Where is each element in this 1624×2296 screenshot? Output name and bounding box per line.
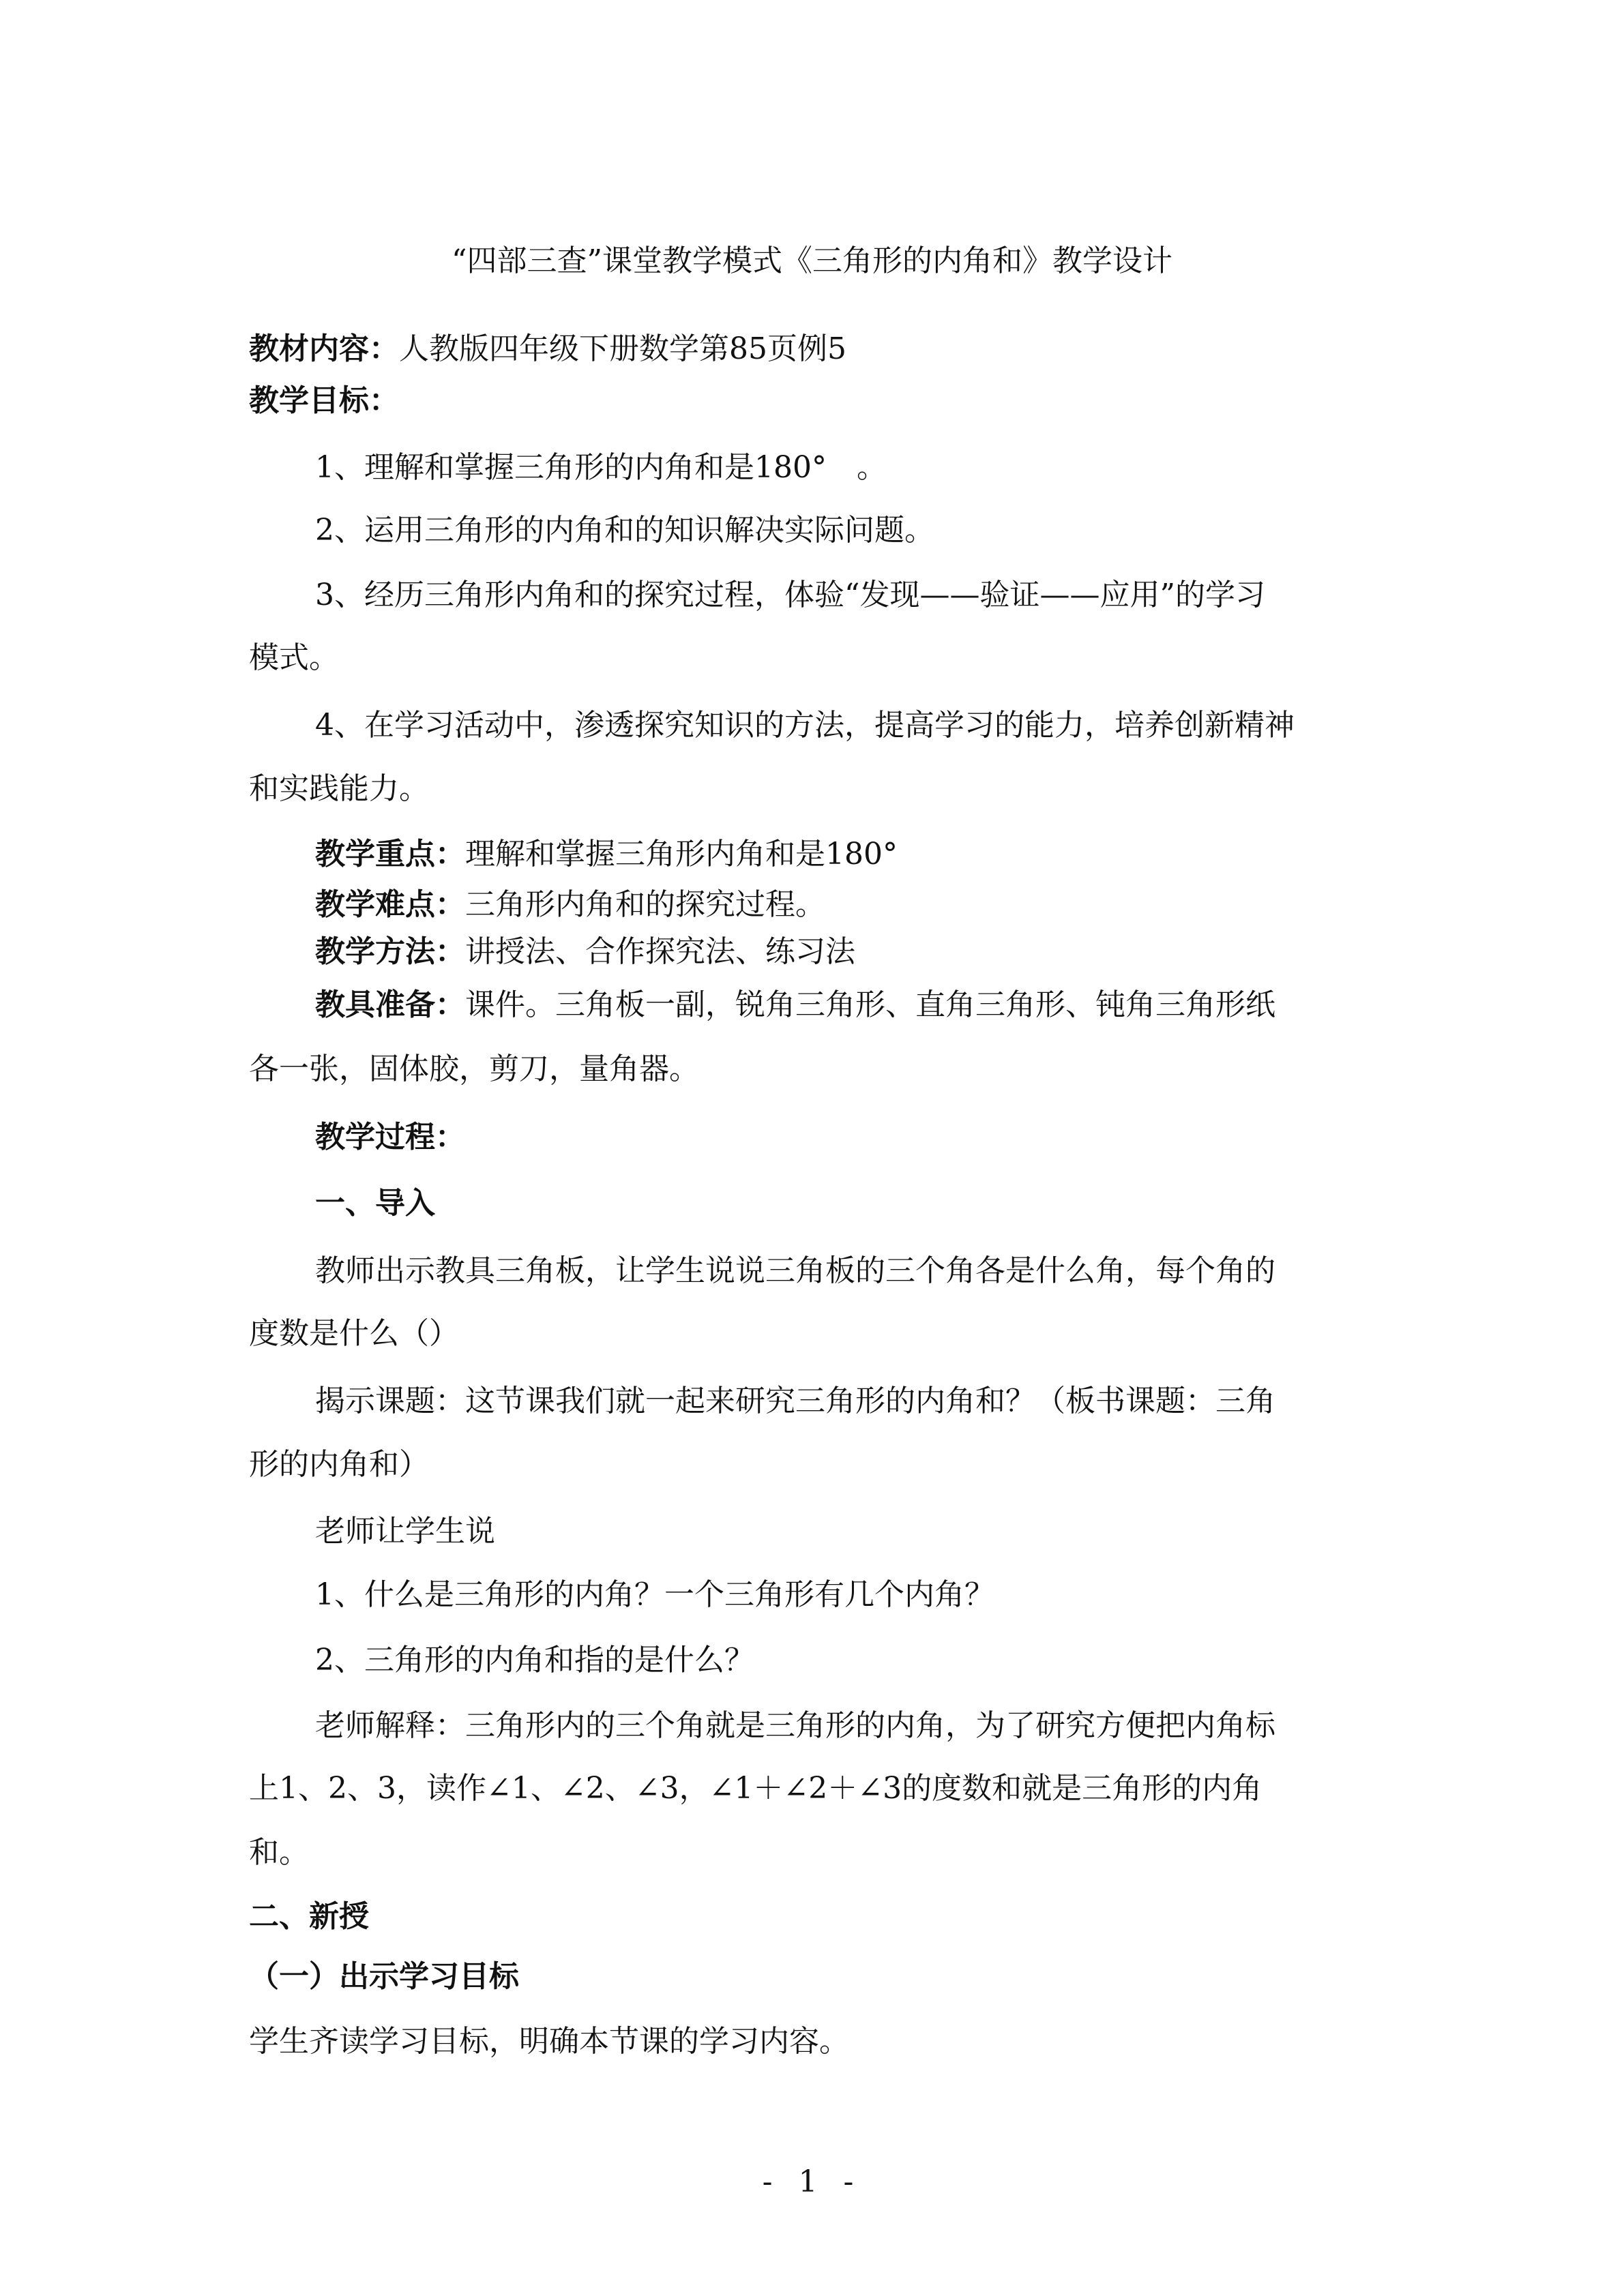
material-value: 人教版四年级下册数学第85页例5: [399, 331, 846, 366]
document-title: “四部三查”课堂教学模式《三角形的内角和》教学设计: [452, 243, 1172, 278]
section1-heading: 一、导入: [315, 1186, 435, 1221]
section2-heading: 二、新授: [249, 1899, 369, 1934]
objective-1: 1、理解和掌握三角形的内角和是180° 。: [315, 450, 887, 485]
key-point-value: 理解和掌握三角形内角和是180°: [465, 837, 898, 871]
objectives-label: 教学目标：: [249, 383, 399, 418]
section1-line-9: 上1、2、3，读作∠1、∠2、∠3，∠1＋∠2＋∠3的度数和就是三角形的内角: [249, 1771, 1263, 1806]
objective-3: 3、经历三角形内角和的探究过程，体验“发现——验证——应用”的学习: [315, 578, 1265, 612]
process-label: 教学过程：: [315, 1120, 465, 1154]
objective-4-cont: 和实践能力。: [249, 771, 429, 806]
objective-4: 4、在学习活动中，渗透探究知识的方法，提高学习的能力，培养创新精神: [315, 708, 1295, 743]
tools-line: [0, 986, 1624, 1024]
tools-label: 教具准备：: [315, 987, 465, 1022]
section1-line-5: 老师让学生说: [315, 1514, 495, 1549]
tools-value: 课件。三角板一副，锐角三角形、直角三角形、钝角三角形纸: [465, 987, 1275, 1022]
key-point-line: [0, 835, 1624, 874]
tools-cont: 各一张，固体胶，剪刀，量角器。: [249, 1052, 699, 1086]
method-label: 教学方法：: [315, 934, 465, 969]
section1-line-7: 2、三角形的内角和指的是什么？: [315, 1643, 754, 1678]
objective-3-cont: 模式。: [249, 640, 339, 675]
section1-line-1: 教师出示教具三角板，让学生说说三角板的三个角各是什么角，每个角的: [315, 1253, 1275, 1288]
section1-line-4: 形的内角和）: [249, 1447, 429, 1482]
objective-2: 2、运用三角形的内角和的知识解决实际问题。: [315, 513, 934, 548]
material-line: [0, 330, 1624, 368]
material-label: 教材内容：: [249, 331, 399, 366]
section1-line-6: 1、什么是三角形的内角？一个三角形有几个内角？: [315, 1577, 994, 1612]
difficulty-label: 教学难点：: [315, 887, 465, 922]
page-number: - 1 -: [762, 2164, 862, 2199]
method-line: [0, 933, 1624, 971]
method-value: 讲授法、合作探究法、练习法: [465, 934, 855, 969]
section2-text: 学生齐读学习目标，明确本节课的学习内容。: [249, 2024, 849, 2059]
section1-line-2: 度数是什么（）: [249, 1316, 459, 1351]
difficulty-line: [0, 886, 1624, 924]
difficulty-value: 三角形内角和的探究过程。: [465, 887, 825, 922]
section1-line-8: 老师解释：三角形内的三个角就是三角形的内角，为了研究方便把内角标: [315, 1708, 1275, 1743]
section1-line-3: 揭示课题：这节课我们就一起来研究三角形的内角和？（板书课题：三角: [315, 1384, 1275, 1418]
section2-sub-heading: （一）出示学习目标: [249, 1959, 519, 1994]
key-point-label: 教学重点：: [315, 837, 465, 871]
section1-line-10: 和。: [249, 1835, 309, 1870]
